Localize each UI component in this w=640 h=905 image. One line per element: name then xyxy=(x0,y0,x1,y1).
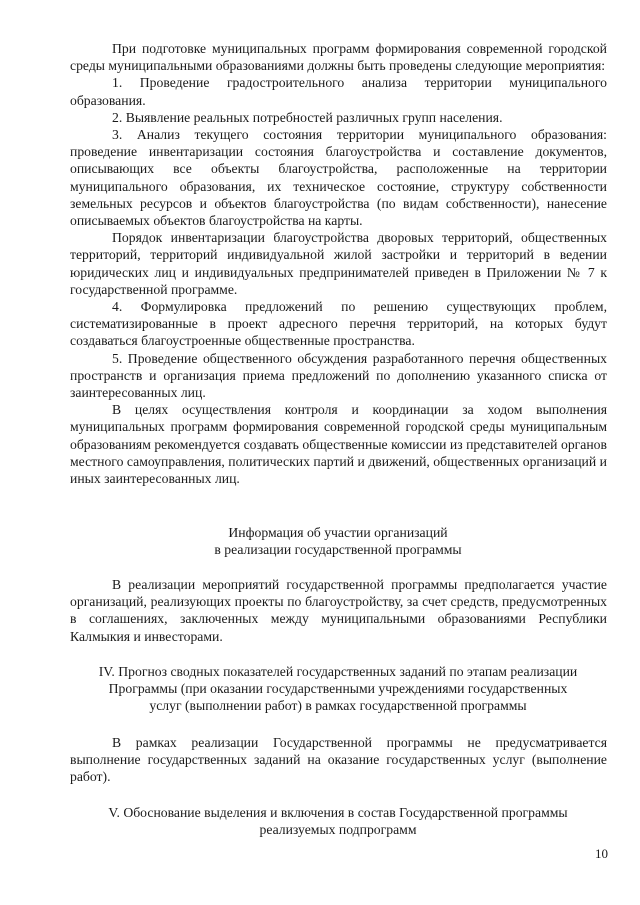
list-item-4: 4. Формулировка предложений по решению существующих проблем, систематизированные в проект адресного перечня территорий, на которых будут создаваться благоустроенные общественные пространства. xyxy=(70,299,607,349)
section-info-title-line-1: Информация об участии организаций xyxy=(228,525,448,540)
section-v-title-line-1: V. Обоснование выделения и включения в состав Государственной программы xyxy=(108,805,568,820)
section-info-paragraph: В реализации мероприятий государственной программы предполагается участие организаций, реализующих проекты по благоустройству, за счет средств, предусмотренных в соглашениях, заключенных между муниципальными образованиями Республики Калмыкия и инвесторами. xyxy=(70,577,607,644)
section-info-body xyxy=(70,576,607,645)
section-iv-title xyxy=(62,663,614,715)
section-iv-paragraph: В рамках реализации Государственной программы не предусматривается выполнение государственных заданий на оказание государственных услуг (выполнение работ). xyxy=(70,735,607,785)
section-info-title-line-2: в реализации государственной программы xyxy=(214,542,462,558)
list-item-3: 3. Анализ текущего состояния территории муниципального образования: проведение инвентаризации состояния благоустройства и составление документов, описывающих все объекты благоустройства, расположенные на территории муниципального образования, их техническое состояние, структуру собственности земельных ресурсов и объектов благоустройства (по видам собственности), нанесение описываемых объектов благоустройства на карты. xyxy=(70,127,607,229)
intro-section xyxy=(70,40,607,487)
intro-paragraph: При подготовке муниципальных программ формирования современной городской среды муниципальными образованиями должны быть проведены следующие мероприятия: xyxy=(70,41,607,74)
list-item-2: 2. Выявление реальных потребностей различных групп населения. xyxy=(112,109,503,125)
list-item-5: 5. Проведение общественного обсуждения разработанного перечня общественных пространств и организация приема предложений по дополнению указанного списка от заинтересованных лиц. xyxy=(70,350,607,401)
page-number: 10 xyxy=(595,846,608,861)
section-iv-title-line-2: Программы (при оказании государственными учреждениями государственных xyxy=(108,681,568,697)
inventory-order-paragraph: Порядок инвентаризации благоустройства дворовых территорий, общественных территорий, территорий индивидуальной жилой застройки и территорий в ведении юридических лиц и индивидуальных предпринимателей приведен в Приложении № 7 к государственной программе. xyxy=(70,230,607,297)
section-v-title xyxy=(62,804,614,838)
list-item-1: 1. Проведение градостроительного анализа территории муниципального образования. xyxy=(70,75,607,108)
section-info-title xyxy=(62,524,614,558)
section-iv-body xyxy=(70,734,607,786)
control-paragraph: В целях осуществления контроля и координации за ходом выполнения муниципальных программ формирования современной городской среды муниципальным образованиям рекомендуется создавать общественные комиссии из представителей органов местного самоуправления, политических партий и движений, общественных организаций и иных заинтересованных лиц. xyxy=(70,402,607,487)
section-v-title-line-2: реализуемых подпрограмм xyxy=(259,822,417,838)
section-iv-title-line-3: услуг (выполнении работ) в рамках государственной программы xyxy=(149,698,527,714)
section-iv-title-line-1: IV. Прогноз сводных показателей государственных заданий по этапам реализации xyxy=(98,664,578,679)
